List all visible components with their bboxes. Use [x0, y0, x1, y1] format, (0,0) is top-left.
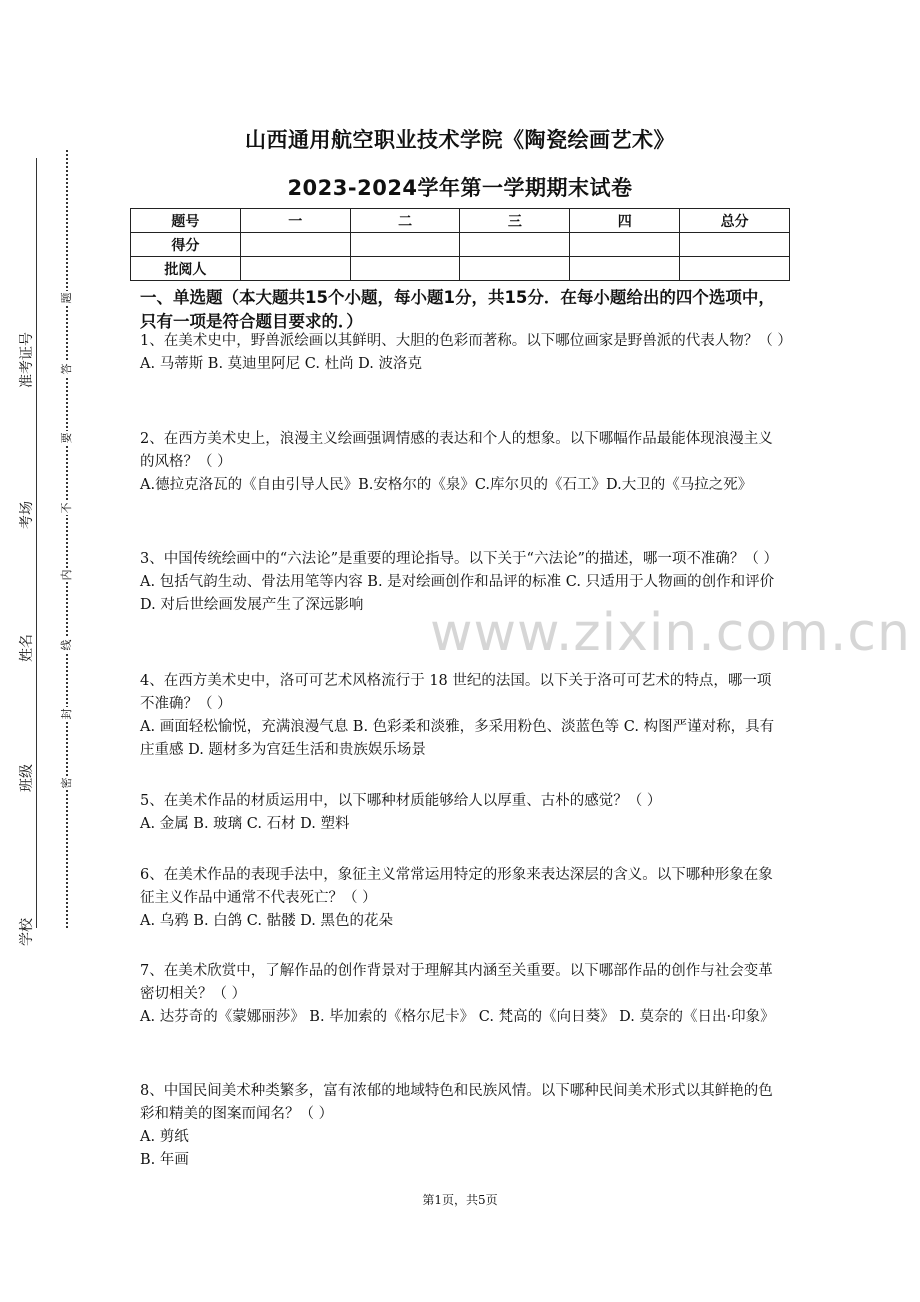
score-cell[interactable]	[460, 257, 570, 281]
side-label-exam-number: 准考证号	[19, 332, 35, 388]
score-table-header-cell: 四	[570, 209, 680, 233]
score-table-header-cell: 三	[460, 209, 570, 233]
seal-char: 密	[60, 777, 73, 789]
score-cell[interactable]	[680, 233, 790, 257]
binding-solid-line	[36, 158, 37, 928]
score-cell[interactable]	[240, 233, 350, 257]
seal-char: 内	[60, 569, 73, 581]
score-cell[interactable]	[460, 233, 570, 257]
question-block	[140, 548, 785, 617]
score-cell[interactable]	[350, 233, 460, 257]
question-stem: 5、在美术作品的材质运用中，以下哪种材质能够给人以厚重、古朴的感觉？（ ）	[140, 793, 662, 809]
score-cell[interactable]	[680, 257, 790, 281]
question-stem: 6、在美术作品的表现手法中，象征主义常常运用特定的形象来表达深层的含义。以下哪种形象在象征主义作品中通常不代表死亡？（ ）	[140, 867, 773, 906]
watermark: www.zixin.com.cn	[430, 603, 911, 663]
score-table-row	[131, 233, 790, 257]
question-block	[140, 960, 785, 1029]
seal-char: 要	[60, 432, 73, 444]
question-block	[140, 330, 792, 376]
score-cell[interactable]	[570, 257, 680, 281]
question-block	[140, 670, 785, 762]
side-label-name: 姓名	[19, 634, 35, 662]
score-table	[130, 208, 790, 281]
question-options: A.德拉克洛瓦的《自由引导人民》B.安格尔的《泉》C.库尔贝的《石工》D.大卫的《马拉之死》	[140, 477, 753, 493]
score-table-row	[131, 257, 790, 281]
question-options: A. 画面轻松愉悦，充满浪漫气息 B. 色彩柔和淡雅，多采用粉色、淡蓝色等 C. 构图严谨对称，具有庄重感 D. 题材多为宫廷生活和贵族娱乐场景	[140, 719, 775, 758]
exam-title: 山西通用航空职业技术学院《陶瓷绘画艺术》	[245, 128, 675, 152]
score-table-header-cell: 二	[350, 209, 460, 233]
seal-char: 题	[60, 292, 73, 304]
score-row-label: 得分	[131, 233, 241, 257]
score-cell[interactable]	[570, 233, 680, 257]
question-stem: 8、中国民间美术种类繁多，富有浓郁的地域特色和民族风情。以下哪种民间美术形式以其鲜艳的色彩和精美的图案而闻名？（ ）	[140, 1083, 773, 1122]
seal-char: 线	[60, 639, 73, 651]
question-option: B. 年画	[140, 1152, 189, 1168]
score-table-header-cell: 一	[240, 209, 350, 233]
question-stem: 7、在美术欣赏中，了解作品的创作背景对于理解其内涵至关重要。以下哪部作品的创作与社会变革密切相关？（ ）	[140, 963, 773, 1002]
seal-char: 封	[60, 708, 73, 720]
section-heading: 一、单选题（本大题共15个小题，每小题1分，共15分．在每小题给出的四个选项中，只有一项是符合题目要求的．）	[140, 288, 775, 331]
question-block	[140, 864, 785, 933]
score-table-header-cell: 题号	[131, 209, 241, 233]
exam-subtitle: 2023-2024学年第一学期期末试卷	[287, 176, 633, 200]
question-options: A. 金属 B. 玻璃 C. 石材 D. 塑料	[140, 816, 350, 832]
question-options: A. 马蒂斯 B. 莫迪里阿尼 C. 杜尚 D. 波洛克	[140, 356, 423, 372]
side-label-class: 班级	[19, 764, 35, 792]
side-label-exam-room: 考场	[19, 501, 35, 529]
score-table-header-row	[131, 209, 790, 233]
binding-dotted-line	[66, 150, 68, 928]
question-options: A. 达芬奇的《蒙娜丽莎》 B. 毕加索的《格尔尼卡》 C. 梵高的《向日葵》 D. 莫奈的《日出·印象》	[140, 1009, 775, 1025]
question-block	[140, 790, 785, 836]
question-options: A. 乌鸦 B. 白鸽 C. 骷髅 D. 黑色的花朵	[140, 913, 394, 929]
score-table-header-cell: 总分	[680, 209, 790, 233]
side-label-school: 学校	[19, 918, 35, 946]
question-stem: 2、在西方美术史上，浪漫主义绘画强调情感的表达和个人的想象。以下哪幅作品最能体现浪漫主义的风格？（ ）	[140, 431, 773, 470]
score-cell[interactable]	[240, 257, 350, 281]
question-options: A. 包括气韵生动、骨法用笔等内容 B. 是对绘画创作和品评的标准 C. 只适用于人物画的创作和评价 D. 对后世绘画发展产生了深远影响	[140, 574, 775, 613]
question-stem: 4、在西方美术史中，洛可可艺术风格流行于 18 世纪的法国。以下关于洛可可艺术的特点，哪一项不准确？（ ）	[140, 673, 772, 712]
question-block	[140, 428, 785, 497]
question-block	[140, 1080, 785, 1172]
seal-char: 不	[60, 502, 73, 514]
question-stem: 1、在美术史中，野兽派绘画以其鲜明、大胆的色彩而著称。以下哪位画家是野兽派的代表人物？（ ）	[140, 333, 792, 349]
question-stem: 3、中国传统绘画中的“六法论”是重要的理论指导。以下关于“六法论”的描述，哪一项不准确？（ ）	[140, 551, 778, 567]
seal-char: 答	[60, 363, 73, 375]
page-footer: 第1页，共5页	[422, 1193, 498, 1207]
question-option: A. 剪纸	[140, 1129, 189, 1145]
score-row-label: 批阅人	[131, 257, 241, 281]
score-cell[interactable]	[350, 257, 460, 281]
